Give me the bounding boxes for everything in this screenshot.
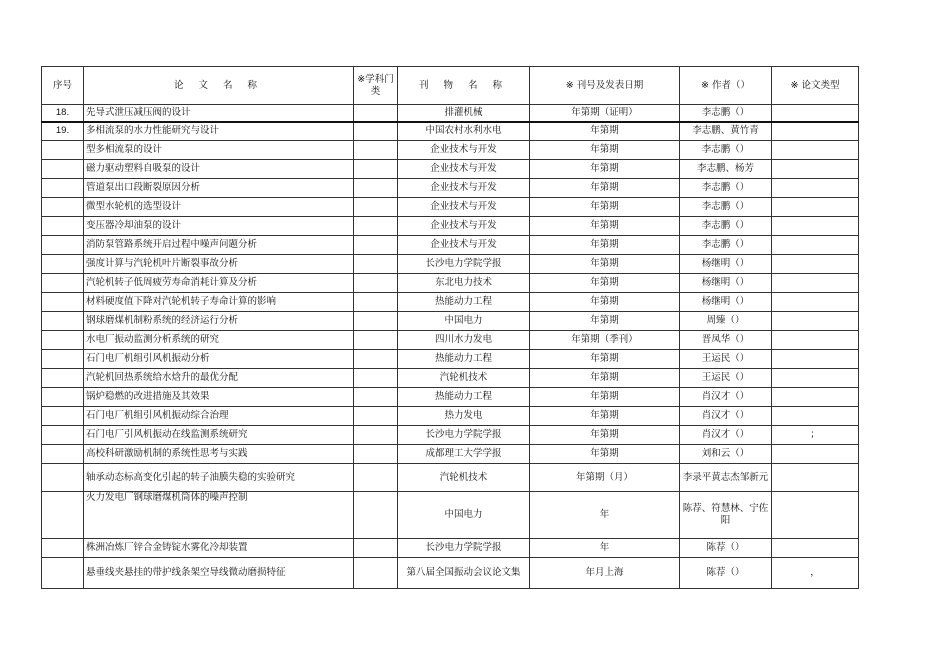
table-row (42, 539, 859, 558)
publish-date-cell: 年第期 (530, 445, 680, 464)
header-category: ※学科门类 (354, 67, 398, 105)
publish-date-cell: 年第期 (530, 293, 680, 312)
subject-category-cell (354, 464, 398, 492)
paper-type-cell (772, 255, 859, 274)
row-number-cell (42, 558, 84, 589)
row-number-cell (42, 179, 84, 198)
row-number-cell: 18. (42, 105, 84, 122)
paper-title-cell: 先导式泄压减压阀的设计 (84, 105, 354, 122)
journal-name-cell: 长沙电力学院学报 (398, 426, 530, 445)
subject-category-cell (354, 122, 398, 141)
paper-title-cell: 火力发电厂钢球磨煤机筒体的噪声控制 (84, 492, 354, 539)
journal-name-cell: 中国农村水利水电 (398, 122, 530, 141)
row-number-cell (42, 350, 84, 369)
publish-date-cell: 年第期（证明） (530, 105, 680, 122)
subject-category-cell (354, 198, 398, 217)
publish-date-cell: 年第期 (530, 179, 680, 198)
journal-name-cell: 热能动力工程 (398, 350, 530, 369)
paper-title-cell: 管道泵出口段断裂原因分析 (84, 179, 354, 198)
publish-date-cell: 年第期（季刊） (530, 331, 680, 350)
subject-category-cell (354, 217, 398, 236)
author-name-cell: 王运民（） (680, 369, 772, 388)
paper-title-cell: 锅炉稳燃的改进措施及其效果 (84, 388, 354, 407)
table-row (42, 105, 859, 122)
publish-date-cell: 年第期（月） (530, 464, 680, 492)
publish-date-cell: 年第期 (530, 407, 680, 426)
author-name-cell: 李志鹏、杨芳 (680, 160, 772, 179)
paper-title-cell: 悬垂线夹悬挂的带护线条架空导线微动磨损特征 (84, 558, 354, 589)
journal-name-cell: 中国电力 (398, 312, 530, 331)
journal-name-cell: 企业技术与开发 (398, 198, 530, 217)
table-header-row (42, 67, 859, 105)
author-name-cell: 晋凤华（） (680, 331, 772, 350)
journal-name-cell: 长沙电力学院学报 (398, 255, 530, 274)
journal-name-cell: 企业技术与开发 (398, 217, 530, 236)
subject-category-cell (354, 331, 398, 350)
paper-title-cell: 微型水轮机的选型设计 (84, 198, 354, 217)
author-name-cell: 杨继明（） (680, 255, 772, 274)
paper-title-cell: 磁力驱动塑料自吸泵的设计 (84, 160, 354, 179)
publish-date-cell: 年 (530, 492, 680, 539)
row-number-cell (42, 255, 84, 274)
table-row (42, 492, 859, 539)
table-row (42, 160, 859, 179)
subject-category-cell (354, 369, 398, 388)
paper-type-cell (772, 141, 859, 160)
paper-type-cell (772, 236, 859, 255)
paper-type-cell (772, 217, 859, 236)
subject-category-cell (354, 160, 398, 179)
paper-type-cell: ， (772, 558, 859, 589)
table-row (42, 198, 859, 217)
row-number-cell: 19. (42, 122, 84, 141)
subject-category-cell (354, 445, 398, 464)
table-row (42, 274, 859, 293)
paper-title-cell: 石门电厂机组引风机振动综合治理 (84, 407, 354, 426)
publish-date-cell: 年第期 (530, 160, 680, 179)
author-name-cell: 王运民（） (680, 350, 772, 369)
author-name-cell: 李志鹏（） (680, 217, 772, 236)
publish-date-cell: 年第期 (530, 217, 680, 236)
journal-name-cell: 企业技术与开发 (398, 236, 530, 255)
paper-type-cell (772, 179, 859, 198)
header-author: ※ 作者（） (680, 67, 772, 105)
paper-type-cell (772, 198, 859, 217)
publish-date-cell: 年第期 (530, 236, 680, 255)
publish-date-cell: 年第期 (530, 141, 680, 160)
table-row (42, 350, 859, 369)
row-number-cell (42, 331, 84, 350)
paper-type-cell (772, 293, 859, 312)
author-name-cell: 肖汉才（） (680, 388, 772, 407)
paper-type-cell: ； (772, 426, 859, 445)
subject-category-cell (354, 388, 398, 407)
header-no: 序号 (42, 67, 84, 105)
table-row (42, 407, 859, 426)
subject-category-cell (354, 141, 398, 160)
paper-title-cell: 变压器冷却油泵的设计 (84, 217, 354, 236)
journal-name-cell: 成都理工大学学报 (398, 445, 530, 464)
subject-category-cell (354, 539, 398, 558)
table-row (42, 122, 859, 141)
author-name-cell: 李志鹏（） (680, 179, 772, 198)
subject-category-cell (354, 426, 398, 445)
publish-date-cell: 年第期 (530, 350, 680, 369)
row-number-cell (42, 492, 84, 539)
paper-title-cell: 材料硬度值下降对汽轮机转子寿命计算的影响 (84, 293, 354, 312)
paper-type-cell (772, 350, 859, 369)
table-row (42, 369, 859, 388)
journal-name-cell: 第八届全国振动会议论文集 (398, 558, 530, 589)
journal-name-cell: 汽轮机技术 (398, 369, 530, 388)
table-row (42, 426, 859, 445)
table-row (42, 312, 859, 331)
paper-title-cell: 汽轮机回热系统给水焓升的最优分配 (84, 369, 354, 388)
header-journal: 刊 物 名 称 (398, 67, 530, 105)
subject-category-cell (354, 407, 398, 426)
table-row (42, 179, 859, 198)
author-name-cell: 陈荐、符慧林、宁佐阳 (680, 492, 772, 539)
journal-name-cell: 四川水力发电 (398, 331, 530, 350)
publish-date-cell: 年第期 (530, 426, 680, 445)
paper-title-cell: 石门电厂引风机振动在线监测系统研究 (84, 426, 354, 445)
subject-category-cell (354, 236, 398, 255)
journal-name-cell: 东北电力技术 (398, 274, 530, 293)
paper-type-cell (772, 407, 859, 426)
paper-type-cell (772, 388, 859, 407)
journal-name-cell: 热力发电 (398, 407, 530, 426)
journal-name-cell: 热能动力工程 (398, 293, 530, 312)
table-row (42, 293, 859, 312)
journal-name-cell: 中国电力 (398, 492, 530, 539)
paper-title-cell: 多相流泵的水力性能研究与设计 (84, 122, 354, 141)
row-number-cell (42, 312, 84, 331)
subject-category-cell (354, 492, 398, 539)
row-number-cell (42, 274, 84, 293)
table-row (42, 141, 859, 160)
row-number-cell (42, 293, 84, 312)
row-number-cell (42, 198, 84, 217)
publish-date-cell: 年月上海 (530, 558, 680, 589)
row-number-cell (42, 160, 84, 179)
paper-title-cell: 轴承动态标高变化引起的转子油膜失稳的实验研究 (84, 464, 354, 492)
journal-name-cell: 汽轮机技术 (398, 464, 530, 492)
table-row (42, 388, 859, 407)
publish-date-cell: 年第期 (530, 198, 680, 217)
journal-name-cell: 企业技术与开发 (398, 141, 530, 160)
paper-type-cell (772, 492, 859, 539)
row-number-cell (42, 539, 84, 558)
paper-type-cell (772, 539, 859, 558)
publish-date-cell: 年第期 (530, 122, 680, 141)
papers-table (41, 66, 859, 589)
table-row (42, 445, 859, 464)
journal-name-cell: 企业技术与开发 (398, 160, 530, 179)
publish-date-cell: 年第期 (530, 369, 680, 388)
author-name-cell: 李志鹏（） (680, 236, 772, 255)
table-row (42, 255, 859, 274)
publish-date-cell: 年第期 (530, 312, 680, 331)
paper-type-cell (772, 331, 859, 350)
row-number-cell (42, 445, 84, 464)
journal-name-cell: 长沙电力学院学报 (398, 539, 530, 558)
paper-type-cell (772, 312, 859, 331)
subject-category-cell (354, 255, 398, 274)
table-row (42, 558, 859, 589)
publish-date-cell: 年 (530, 539, 680, 558)
author-name-cell: 肖汉才（） (680, 426, 772, 445)
publish-date-cell: 年第期 (530, 274, 680, 293)
author-name-cell: 周臻（） (680, 312, 772, 331)
subject-category-cell (354, 105, 398, 122)
row-number-cell (42, 141, 84, 160)
subject-category-cell (354, 350, 398, 369)
header-date: ※ 刊号及发表日期 (530, 67, 680, 105)
author-name-cell: 李志鹏（） (680, 198, 772, 217)
header-type: ※ 论文类型 (772, 67, 859, 105)
paper-title-cell: 汽轮机转子低周疲劳寿命消耗计算及分析 (84, 274, 354, 293)
row-number-cell (42, 236, 84, 255)
paper-type-cell (772, 274, 859, 293)
row-number-cell (42, 464, 84, 492)
row-number-cell (42, 217, 84, 236)
journal-name-cell: 热能动力工程 (398, 388, 530, 407)
row-number-cell (42, 407, 84, 426)
table-row (42, 217, 859, 236)
paper-title-cell: 石门电厂机组引风机振动分析 (84, 350, 354, 369)
row-number-cell (42, 426, 84, 445)
paper-type-cell (772, 160, 859, 179)
paper-type-cell (772, 105, 859, 122)
subject-category-cell (354, 312, 398, 331)
author-name-cell: 李志鹏（） (680, 141, 772, 160)
paper-title-cell: 消防泵管路系统开启过程中噪声问题分析 (84, 236, 354, 255)
author-name-cell: 陈荐（） (680, 539, 772, 558)
author-name-cell: 李志鹏（） (680, 105, 772, 122)
journal-name-cell: 排灌机械 (398, 105, 530, 122)
author-name-cell: 刘和云（） (680, 445, 772, 464)
paper-title-cell: 高校科研激励机制的系统性思考与实践 (84, 445, 354, 464)
publish-date-cell: 年第期 (530, 388, 680, 407)
paper-title-cell: 水电厂振动监测分析系统的研究 (84, 331, 354, 350)
subject-category-cell (354, 274, 398, 293)
paper-title-cell: 钢球磨煤机制粉系统的经济运行分析 (84, 312, 354, 331)
author-name-cell: 杨继明（） (680, 293, 772, 312)
subject-category-cell (354, 179, 398, 198)
header-title: 论 文 名 称 (84, 67, 354, 105)
author-name-cell: 李志鹏、黄竹青 (680, 122, 772, 141)
author-name-cell: 陈荐（） (680, 558, 772, 589)
paper-type-cell (772, 122, 859, 141)
author-name-cell: 肖汉才（） (680, 407, 772, 426)
publish-date-cell: 年第期 (530, 255, 680, 274)
table-row (42, 236, 859, 255)
subject-category-cell (354, 293, 398, 312)
journal-name-cell: 企业技术与开发 (398, 179, 530, 198)
row-number-cell (42, 388, 84, 407)
author-name-cell: 李录平黄志杰邹新元 (680, 464, 772, 492)
paper-type-cell (772, 464, 859, 492)
row-number-cell (42, 369, 84, 388)
paper-type-cell (772, 369, 859, 388)
table-row (42, 331, 859, 350)
paper-type-cell (772, 445, 859, 464)
author-name-cell: 杨继明（） (680, 274, 772, 293)
table-row (42, 464, 859, 492)
paper-title-cell: 株洲冶炼厂锌合金铸锭水雾化冷却装置 (84, 539, 354, 558)
paper-title-cell: 强度计算与汽轮机叶片断裂事故分析 (84, 255, 354, 274)
paper-title-cell: 型多相流泵的设计 (84, 141, 354, 160)
subject-category-cell (354, 558, 398, 589)
